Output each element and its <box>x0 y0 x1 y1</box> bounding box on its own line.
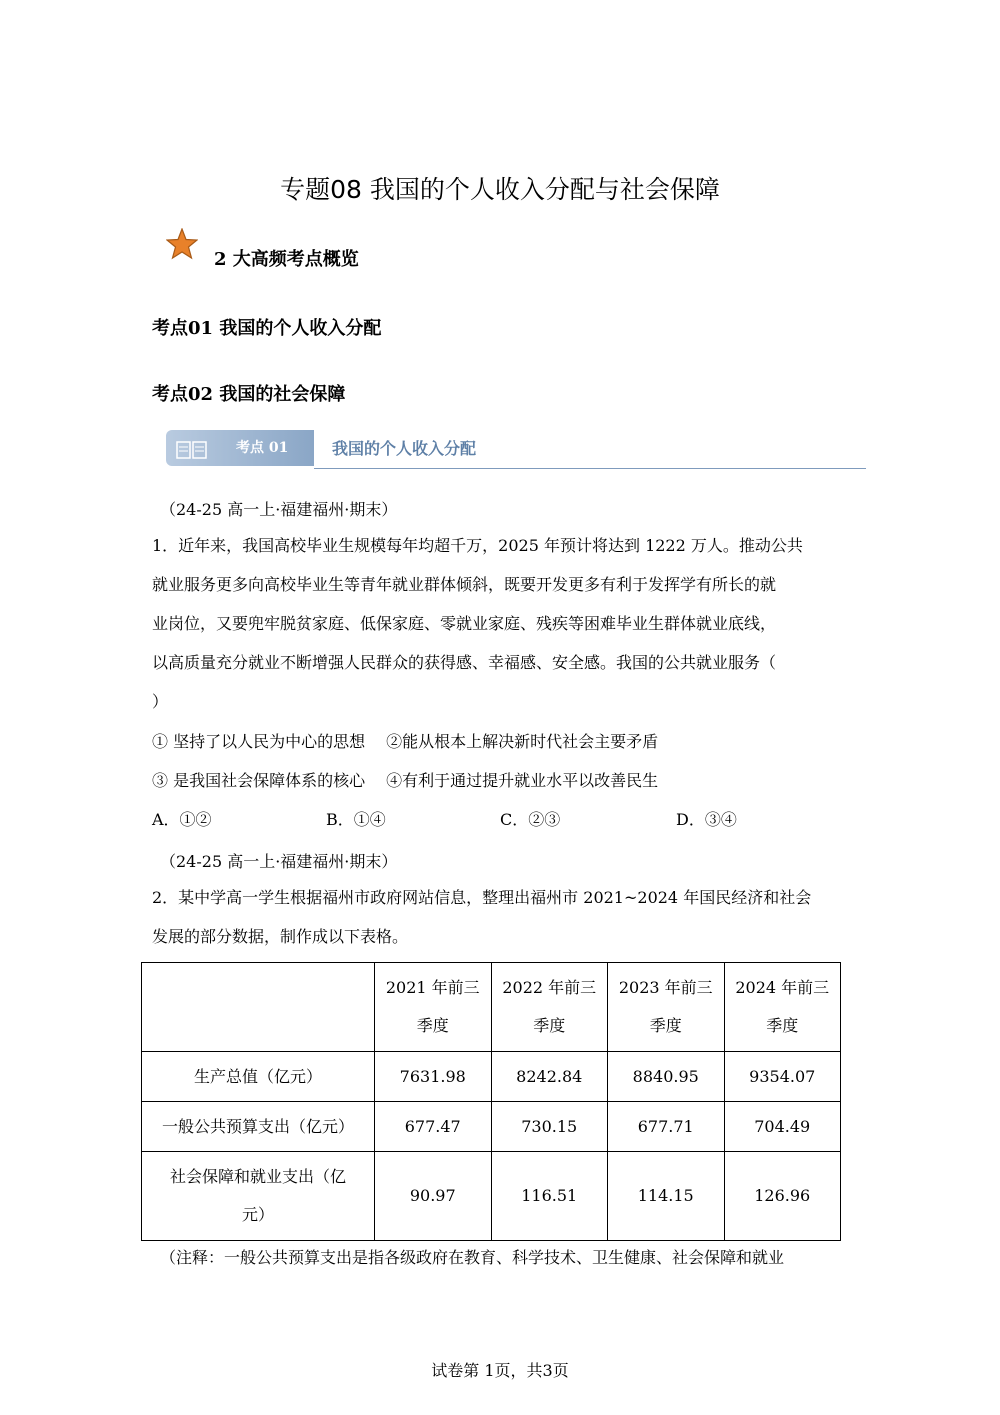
table-row <box>142 1052 841 1102</box>
question-2-source: （24-25 高一上·福建福州·期末） <box>160 852 398 871</box>
header-text: 季度 <box>766 1016 799 1035</box>
key-point-1: 考点01 我国的个人收入分配 <box>152 318 382 339</box>
question-1-options-row-1: ① 坚持了以人民为中心的思想 ②能从根本上解决新时代社会主要矛盾 <box>152 732 659 751</box>
question-2-line: 发展的部分数据，制作成以下表格。 <box>152 927 409 946</box>
table-cell: 7631.98 <box>375 1052 492 1102</box>
row-label-text: 元） <box>241 1205 274 1224</box>
header-text: 2022 年前三 <box>502 978 597 997</box>
table-cell: 730.15 <box>491 1102 608 1152</box>
document-icon <box>176 440 208 460</box>
table-cell: 116.51 <box>491 1152 608 1241</box>
data-table <box>141 962 841 1241</box>
choice-b[interactable]: B．①④ <box>326 810 386 829</box>
row-label: 生产总值（亿元） <box>142 1052 375 1102</box>
choice-d[interactable]: D．③④ <box>676 810 737 829</box>
banner-rule <box>314 468 866 469</box>
table-row <box>142 1152 841 1241</box>
header-text: 2024 年前三 <box>735 978 830 997</box>
key-point-2: 考点02 我国的社会保障 <box>152 384 346 405</box>
question-1-line: 1．近年来，我国高校毕业生规模每年均超千万，2025 年预计将达到 1222 万人。推动公共 <box>152 536 803 555</box>
table-cell: 9354.07 <box>724 1052 841 1102</box>
table-header-cell <box>375 963 492 1052</box>
table-cell: 90.97 <box>375 1152 492 1241</box>
question-2-line: 2．某中学高一学生根据福州市政府网站信息，整理出福州市 2021~2024 年国民经济和社会 <box>152 888 812 907</box>
star-icon <box>166 228 198 260</box>
section-banner <box>166 430 866 470</box>
question-1-options-row-2: ③ 是我国社会保障体系的核心 ④有利于通过提升就业水平以改善民生 <box>152 771 659 790</box>
banner-heading: 我国的个人收入分配 <box>332 439 477 458</box>
overview-heading: 2 大高频考点概览 <box>214 249 359 270</box>
table-header-row <box>142 963 841 1052</box>
table-cell: 8840.95 <box>608 1052 725 1102</box>
banner-tag: 考点 01 <box>236 440 289 456</box>
header-text: 季度 <box>416 1016 449 1035</box>
question-1-line: 就业服务更多向高校毕业生等青年就业群体倾斜，既要开发更多有利于发挥学有所长的就 <box>152 575 777 594</box>
header-text: 2023 年前三 <box>618 978 713 997</box>
question-1-line: ） <box>152 692 169 711</box>
row-label <box>142 1152 375 1241</box>
header-text: 季度 <box>533 1016 566 1035</box>
table-header-cell <box>608 963 725 1052</box>
header-text: 季度 <box>649 1016 682 1035</box>
question-1-source: （24-25 高一上·福建福州·期末） <box>160 500 398 519</box>
question-1-line: 以高质量充分就业不断增强人民群众的获得感、幸福感、安全感。我国的公共就业服务（ <box>152 653 777 672</box>
table-cell: 114.15 <box>608 1152 725 1241</box>
row-label: 一般公共预算支出（亿元） <box>142 1102 375 1152</box>
page-title: 专题08 我国的个人收入分配与社会保障 <box>280 175 720 204</box>
header-text: 2021 年前三 <box>385 978 480 997</box>
table-cell: 677.71 <box>608 1102 725 1152</box>
table-header-cell <box>724 963 841 1052</box>
table-cell: 677.47 <box>375 1102 492 1152</box>
table-header-cell <box>142 963 375 1052</box>
table-cell: 704.49 <box>724 1102 841 1152</box>
page-footer: 试卷第 1页，共3页 <box>431 1361 569 1380</box>
table-row <box>142 1102 841 1152</box>
choice-c[interactable]: C．②③ <box>500 810 561 829</box>
table-cell: 8242.84 <box>491 1052 608 1102</box>
question-1-line: 业岗位，又要兜牢脱贫家庭、低保家庭、零就业家庭、残疾等困难毕业生群体就业底线， <box>152 614 777 633</box>
table-header-cell <box>491 963 608 1052</box>
row-label-text: 社会保障和就业支出（亿 <box>169 1167 346 1186</box>
choice-a[interactable]: A．①② <box>152 810 212 829</box>
table-note: （注释：一般公共预算支出是指各级政府在教育、科学技术、卫生健康、社会保障和就业 <box>160 1248 785 1267</box>
table-cell: 126.96 <box>724 1152 841 1241</box>
